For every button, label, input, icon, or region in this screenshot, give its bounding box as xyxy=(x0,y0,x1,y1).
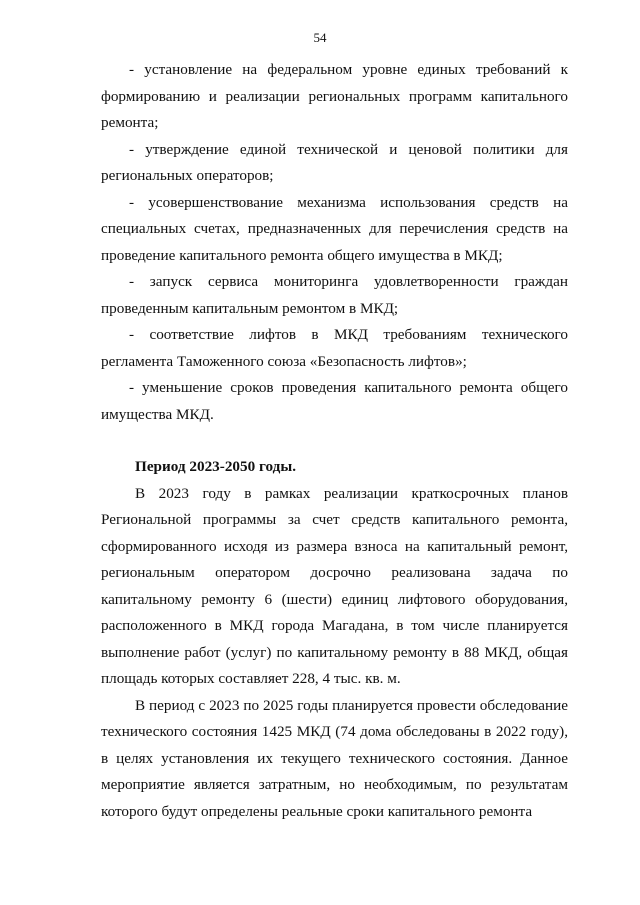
bullet-item: - соответствие лифтов в МКД требованиям технического регламента Таможенного союза «Безопасность лифтов»; xyxy=(101,326,568,370)
bullet-item: - запуск сервиса мониторинга удовлетворенности граждан проведенным капитальным ремонтом в МКД; xyxy=(101,273,568,317)
bullet-item: - усовершенствование механизма использования средств на специальных счетах, предназначенных для перечисления средств на проведение капитального ремонта общего имущества в МКД; xyxy=(101,193,568,264)
section-heading: Период 2023-2050 годы. xyxy=(135,458,297,475)
bullet-item: - установление на федеральном уровне единых требований к формированию и реализации региональных программ капитального ремонта; xyxy=(101,61,568,131)
bullet-item: - уменьшение сроков проведения капитального ремонта общего имущества МКД. xyxy=(101,379,568,423)
document-body xyxy=(101,57,568,825)
page-number: 54 xyxy=(313,30,327,45)
body-paragraph: В период с 2023 по 2025 годы планируется провести обследование технического состояния 1425 МКД (74 дома обследованы в 2022 году), в целях установления их текущего технического состояния. Данное мероприятие является затратным, но необходимым, по результатам которого будут определены реальные сроки капитального ремонта xyxy=(101,696,568,820)
bullet-item: - утверждение единой технической и ценовой политики для региональных операторов; xyxy=(101,140,568,184)
body-paragraph: В 2023 году в рамках реализации краткосрочных планов Региональной программы за счет средств капитального ремонта, сформированного исходя из размера взноса на капитальный ремонт, региональным оператором досрочно реализована задача по капитальному ремонту 6 (шести) единиц лифтового оборудования, расположенного в МКД города Магадана, в том числе планируется выполнение работ (услуг) по капитальному ремонту в 88 МКД, общая площадь которых составляет 228, 4 тыс. кв. м. xyxy=(101,484,568,687)
